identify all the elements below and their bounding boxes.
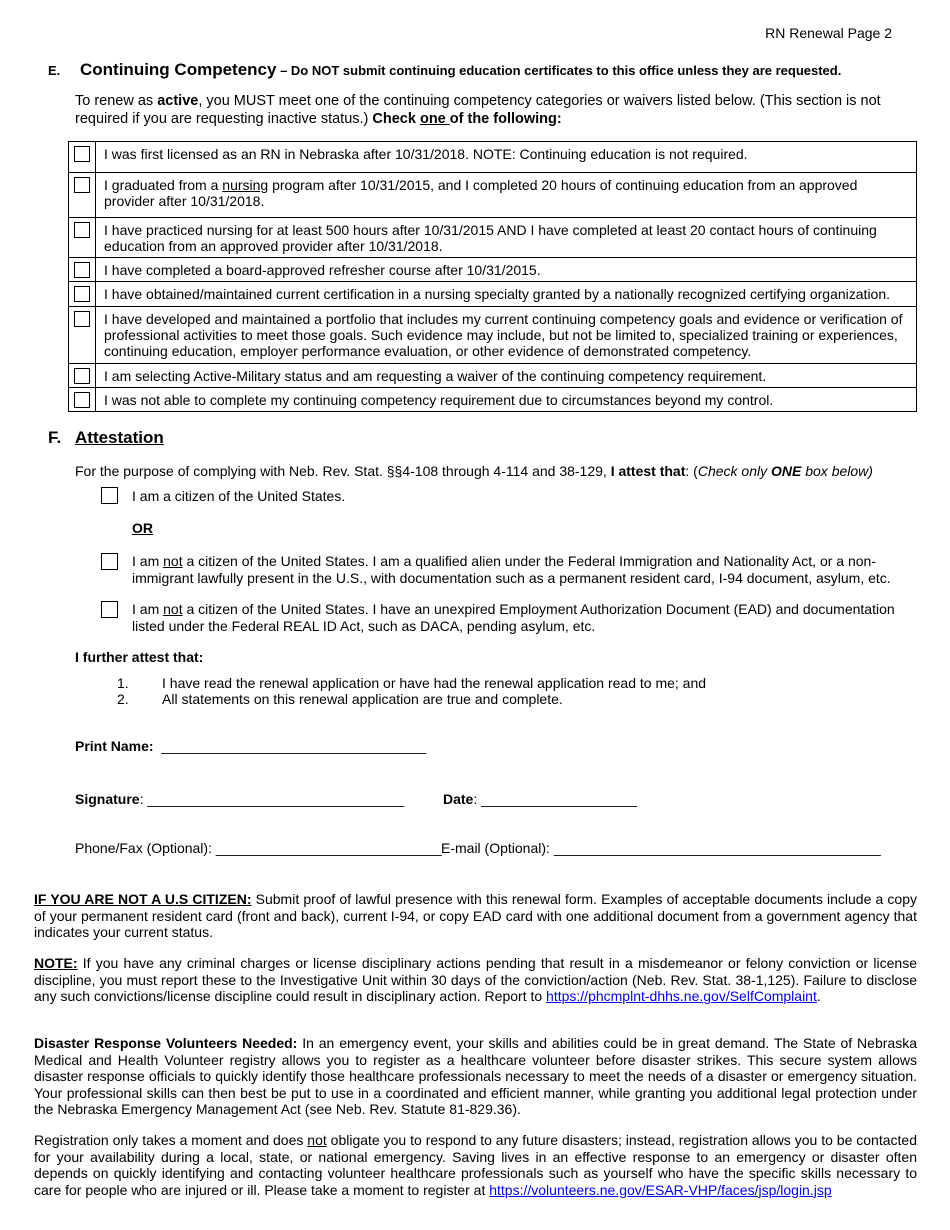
non-citizen-heading: IF YOU ARE NOT A U.S CITIZEN:	[34, 891, 252, 907]
intro-one: one	[419, 111, 450, 127]
competency-checkbox-2[interactable]	[74, 177, 90, 193]
print-name-field[interactable]	[75, 738, 426, 754]
email-label: E-mail (Optional):	[441, 840, 554, 856]
competency-option-text: I have practiced nursing for at least 500 hours after 10/31/2015 AND I have completed at least 20 contact hours of continuing education from an approved provider after 10/31/2018.	[96, 218, 917, 258]
section-f-letter: F.	[48, 428, 62, 447]
competency-option-text: I have obtained/maintained current certification in a nursing specialty granted by a nationally recognized certifying organization.	[96, 282, 917, 307]
section-e-heading	[80, 60, 841, 80]
list-item-number: 1.	[117, 675, 129, 691]
non-citizen-notice: IF YOU ARE NOT A U.S CITIZEN: Submit proof of lawful presence with this renewal form. Examples of acceptable documents include a copy of your permanent resident card (front and back), current I-94, or copy EAD card with one additional document from a government agency that indicates your current status.	[34, 891, 918, 940]
phone-fax-line: _____________________________	[215, 840, 442, 856]
competency-option-text: I have developed and maintained a portfolio that includes my current continuing competency goals and evidence or verification of professional activities to meet those goals. Such evidence may include, but not be limited to, specialized training or experiences, continuing education, employer performance evaluation, or other evidence of demonstrated competency.	[96, 307, 917, 364]
list-item: I have read the renewal application or have had the renewal application read to me; and	[162, 675, 707, 691]
page-label: RN Renewal Page 2	[765, 25, 892, 41]
competency-option-text: I was first licensed as an RN in Nebraska after 10/31/2018. NOTE: Continuing education is not required.	[96, 142, 917, 173]
citizen-checkbox[interactable]	[101, 487, 118, 504]
competency-checkbox-4[interactable]	[74, 262, 90, 278]
section-e-letter: E.	[48, 63, 61, 78]
print-name-line: __________________________________	[161, 738, 427, 754]
ead-checkbox[interactable]	[101, 601, 118, 618]
section-e-title-note: – Do NOT submit continuing education certificates to this office unless they are requested.	[276, 63, 842, 78]
competency-option-row	[69, 388, 917, 412]
competency-checkbox-1[interactable]	[74, 146, 90, 162]
section-e-title: Continuing Competency	[80, 60, 277, 79]
competency-checkbox-3[interactable]	[74, 222, 90, 238]
disaster-heading: Disaster Response Volunteers Needed:	[34, 1035, 298, 1051]
disciplinary-note: NOTE: If you have any criminal charges or license disciplinary actions pending that result in a misdemeanor or felony conviction or license discipline, you must report these to the Investigative Unit within 30 days of the conviction/action (Neb. Rev. Stat. 38-1,125). Failure to disclose any such convictions/license discipline could result in disciplinary action. Report to https://phcmplnt-dhhs.ne.gov/SelfComplaint.	[34, 955, 917, 1004]
phone-fax-field[interactable]	[75, 840, 442, 856]
competency-option-row	[69, 142, 917, 173]
qualified-alien-label: I am not a citizen of the United States. I am a qualified alien under the Federal Immigration and Nationality Act, or a non-immigrant lawfully present in the U.S., with documentation such as a permanent resident card, I-94 document, asylum, etc.	[132, 553, 891, 586]
ead-label: I am not a citizen of the United States. I have an unexpired Employment Authorization Document (EAD) and documentation listed under the Federal REAL ID Act, such as DACA, pending asylum, etc.	[132, 601, 895, 634]
email-line: __________________________________________	[553, 840, 881, 856]
qualified-alien-checkbox[interactable]	[101, 553, 118, 570]
competency-option-text: I am selecting Active-Military status and am requesting a waiver of the continuing competency requirement.	[96, 364, 917, 388]
intro-text-1: To renew as	[75, 93, 158, 109]
competency-option-row	[69, 282, 917, 307]
competency-option-text: I have completed a board-approved refresher course after 10/31/2015.	[96, 258, 917, 282]
list-item: All statements on this renewal application are true and complete.	[162, 691, 563, 707]
intro-text-2: , you MUST meet one of the continuing competency categories or waivers listed below. (This section is not required if you are requesting inactive status.)	[75, 93, 881, 127]
competency-checkbox-8[interactable]	[74, 392, 90, 408]
competency-checkbox-7[interactable]	[74, 368, 90, 384]
competency-option-text: I graduated from a nursing program after 10/31/2015, and I completed 20 hours of continuing education from an approved provider after 10/31/2018.	[96, 173, 917, 218]
competency-options-table	[68, 141, 917, 412]
intro-following: of the following:	[449, 111, 562, 127]
section-e-intro	[75, 92, 925, 128]
date-label: Date	[443, 791, 474, 807]
attestation-purpose: For the purpose of complying with Neb. Rev. Stat. §§4-108 through 4-114 and 38-129, I attest that: (Check only ONE box below)	[75, 463, 873, 479]
phone-fax-label: Phone/Fax (Optional):	[75, 840, 216, 856]
competency-option-row	[69, 307, 917, 364]
signature-line: : _________________________________	[139, 791, 405, 807]
signature-field[interactable]	[75, 791, 404, 807]
or-separator: OR	[132, 520, 153, 536]
competency-option-row	[69, 258, 917, 282]
competency-option-row	[69, 173, 917, 218]
intro-active: active	[157, 93, 199, 109]
date-line: : ____________________	[473, 791, 637, 807]
competency-option-text: I was not able to complete my continuing competency requirement due to circumstances beyond my control.	[96, 388, 917, 412]
competency-checkbox-6[interactable]	[74, 311, 90, 327]
competency-option-row	[69, 364, 917, 388]
self-complaint-link[interactable]: https://phcmplnt-dhhs.ne.gov/SelfComplaint	[546, 988, 817, 1004]
intro-check: Check	[372, 111, 420, 127]
citizen-label: I am a citizen of the United States.	[132, 488, 346, 504]
competency-checkbox-5[interactable]	[74, 286, 90, 302]
registration-paragraph: Registration only takes a moment and does not obligate you to respond to any future disasters; instead, registration allows you to be contacted for your availability during a local, state, or national emergency. Saving lives in an effective response to an emergency or disaster often depends on quickly identifying and contacting volunteer healthcare professionals such as yourself who have the specific skills necessary to care for people who are injured or ill. Please take a moment to register at https://volunteers.ne.gov/ESAR-VHP/faces/jsp/login.jsp	[34, 1132, 917, 1198]
print-name-label: Print Name:	[75, 738, 154, 754]
signature-label: Signature	[75, 791, 140, 807]
competency-option-row	[69, 218, 917, 258]
list-item-number: 2.	[117, 691, 129, 707]
section-f-title: Attestation	[75, 428, 164, 447]
date-field[interactable]	[443, 791, 637, 807]
further-attest-heading: I further attest that:	[75, 649, 204, 665]
volunteer-registration-link[interactable]: https://volunteers.ne.gov/ESAR-VHP/faces/jsp/login.jsp	[489, 1181, 832, 1198]
email-field[interactable]	[441, 840, 881, 856]
disaster-volunteers-paragraph: Disaster Response Volunteers Needed: In an emergency event, your skills and abilities could be in great demand. The State of Nebraska Medical and Health Volunteer registry allows you to register as a healthcare volunteer before disaster strikes. This secure system allows disaster response officials to quickly identify those healthcare professionals necessary to meet the needs of a disaster or emergency situation. Your professional skills can then best be put to use in a coordinated and efficient manner, while granting you additional legal protection under the Nebraska Emergency Management Act (see Neb. Rev. Statute 81-829.36).	[34, 1035, 917, 1117]
note-heading: NOTE:	[34, 955, 78, 971]
